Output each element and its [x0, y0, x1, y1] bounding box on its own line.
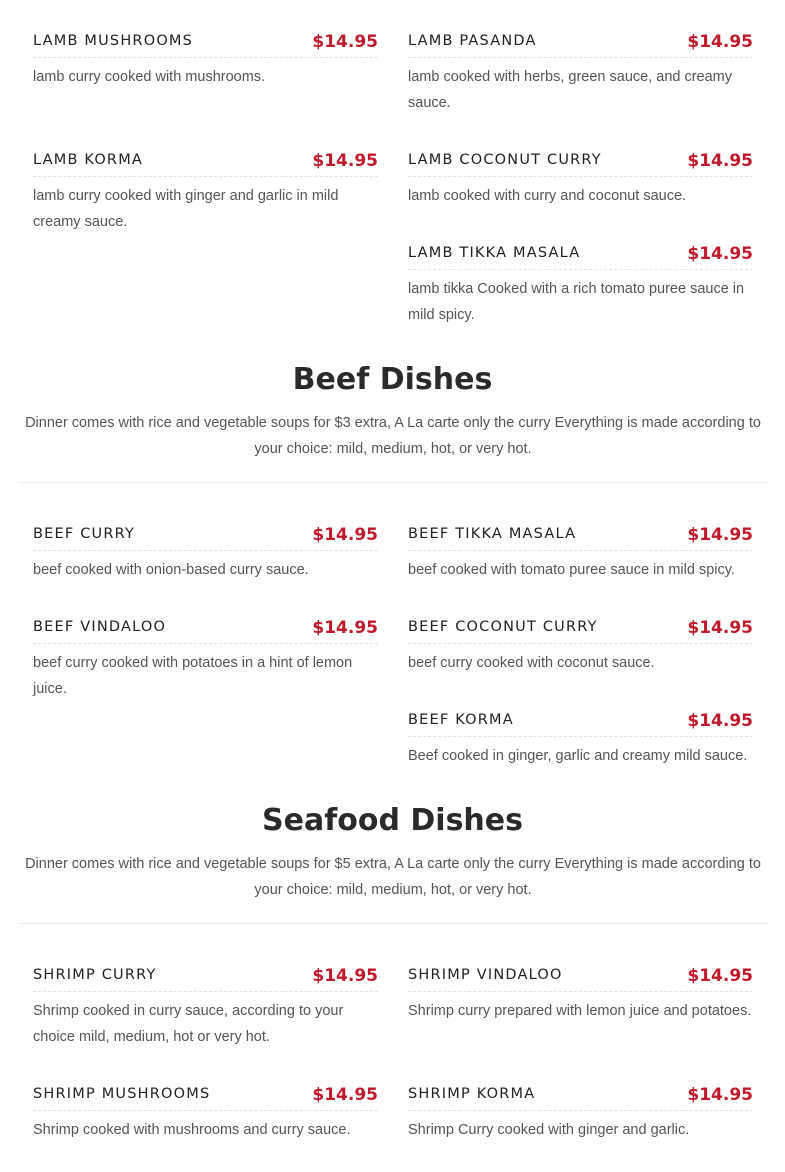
menu-item-description: lamb cooked with herbs, green sauce, and creamy sauce.	[408, 69, 733, 111]
menu-item-name: LAMB COCONUT CURRY	[408, 152, 602, 168]
menu-item-price: $14.95	[687, 966, 753, 986]
menu-item-beef-korma	[408, 710, 753, 769]
menu-item-name: BEEF COCONUT CURRY	[408, 619, 598, 635]
beef-section-title: Beef Dishes	[292, 362, 493, 397]
menu-item-header	[33, 965, 378, 992]
menu-item-price: $14.95	[687, 1085, 753, 1105]
menu-item-header	[408, 243, 753, 270]
menu-item-lamb-pasanda	[408, 31, 753, 116]
menu-item-beef-tikka-masala	[408, 524, 753, 583]
menu-item-name: SHRIMP MUSHROOMS	[33, 1086, 211, 1102]
menu-item-header	[33, 617, 378, 644]
seafood-section-divider	[18, 923, 768, 924]
beef-section-divider	[18, 482, 768, 483]
menu-item-price: $14.95	[312, 1085, 378, 1105]
menu-item-lamb-tikka-masala	[408, 243, 753, 328]
menu-item-description: Beef cooked in ginger, garlic and creamy mild sauce.	[408, 748, 748, 764]
menu-item-description: lamb curry cooked with mushrooms.	[33, 69, 266, 85]
menu-item-price: $14.95	[312, 966, 378, 986]
menu-item-name: BEEF KORMA	[408, 712, 514, 728]
menu-item-name: LAMB TIKKA MASALA	[408, 245, 581, 261]
menu-item-description: beef curry cooked with coconut sauce.	[408, 655, 655, 671]
menu-item-description: Shrimp cooked in curry sauce, according to your choice mild, medium, hot or very hot.	[33, 1003, 344, 1045]
menu-item-header	[33, 524, 378, 551]
menu-item-header	[408, 710, 753, 737]
menu-item-name: SHRIMP VINDALOO	[408, 967, 563, 983]
menu-item-description: beef cooked with onion-based curry sauce.	[33, 562, 309, 578]
beef-section-note: Dinner comes with rice and vegetable soups for $3 extra, A La carte only the curry Everything is made according to your choice: mild, medium, hot, or very hot.	[25, 415, 761, 457]
menu-item-price: $14.95	[687, 151, 753, 171]
menu-item-description: lamb tikka Cooked with a rich tomato puree sauce in mild spicy.	[408, 281, 745, 323]
menu-item-price: $14.95	[687, 32, 753, 52]
menu-item-lamb-mushrooms	[33, 31, 378, 90]
menu-item-header	[408, 150, 753, 177]
seafood-section-note: Dinner comes with rice and vegetable soups for $5 extra, A La carte only the curry Everything is made according to your choice: mild, medium, hot, or very hot.	[25, 856, 761, 898]
menu-item-shrimp-mushrooms	[33, 1084, 378, 1143]
menu-item-description: lamb cooked with curry and coconut sauce.	[408, 188, 687, 204]
menu-item-name: BEEF TIKKA MASALA	[408, 526, 577, 542]
menu-item-name: BEEF VINDALOO	[33, 619, 167, 635]
menu-item-shrimp-vindaloo	[408, 965, 753, 1024]
menu-item-description: beef cooked with tomato puree sauce in mild spicy.	[408, 562, 735, 578]
menu-item-description: Shrimp cooked with mushrooms and curry sauce.	[33, 1122, 351, 1138]
menu-item-shrimp-korma	[408, 1084, 753, 1143]
menu-item-description: Shrimp curry prepared with lemon juice and potatoes.	[408, 1003, 752, 1019]
menu-item-header	[408, 965, 753, 992]
menu-item-price: $14.95	[687, 525, 753, 545]
menu-item-beef-coconut-curry	[408, 617, 753, 676]
menu-item-description: beef curry cooked with potatoes in a hint of lemon juice.	[33, 655, 353, 697]
menu-item-price: $14.95	[312, 525, 378, 545]
menu-item-price: $14.95	[687, 711, 753, 731]
menu-item-header	[408, 524, 753, 551]
menu-item-name: LAMB MUSHROOMS	[33, 33, 194, 49]
menu-item-price: $14.95	[312, 618, 378, 638]
menu-item-header	[408, 1084, 753, 1111]
menu-item-header	[33, 1084, 378, 1111]
menu-item-header	[408, 31, 753, 58]
menu-item-price: $14.95	[687, 244, 753, 264]
menu-item-beef-vindaloo	[33, 617, 378, 702]
menu-item-lamb-korma	[33, 150, 378, 235]
menu-item-description: Shrimp Curry cooked with ginger and garlic.	[408, 1122, 690, 1138]
menu-item-name: SHRIMP CURRY	[33, 967, 157, 983]
menu-item-price: $14.95	[687, 618, 753, 638]
menu-item-header	[408, 617, 753, 644]
menu-item-price: $14.95	[312, 32, 378, 52]
menu-item-name: LAMB PASANDA	[408, 33, 537, 49]
menu-item-header	[33, 31, 378, 58]
menu-item-name: BEEF CURRY	[33, 526, 136, 542]
menu-item-header	[33, 150, 378, 177]
seafood-section-title: Seafood Dishes	[262, 803, 523, 838]
menu-item-shrimp-curry	[33, 965, 378, 1050]
menu-item-name: LAMB KORMA	[33, 152, 144, 168]
menu-item-description: lamb curry cooked with ginger and garlic in mild creamy sauce.	[33, 188, 339, 230]
menu-item-beef-curry	[33, 524, 378, 583]
menu-item-price: $14.95	[312, 151, 378, 171]
menu-item-name: SHRIMP KORMA	[408, 1086, 536, 1102]
menu-item-lamb-coconut-curry	[408, 150, 753, 209]
